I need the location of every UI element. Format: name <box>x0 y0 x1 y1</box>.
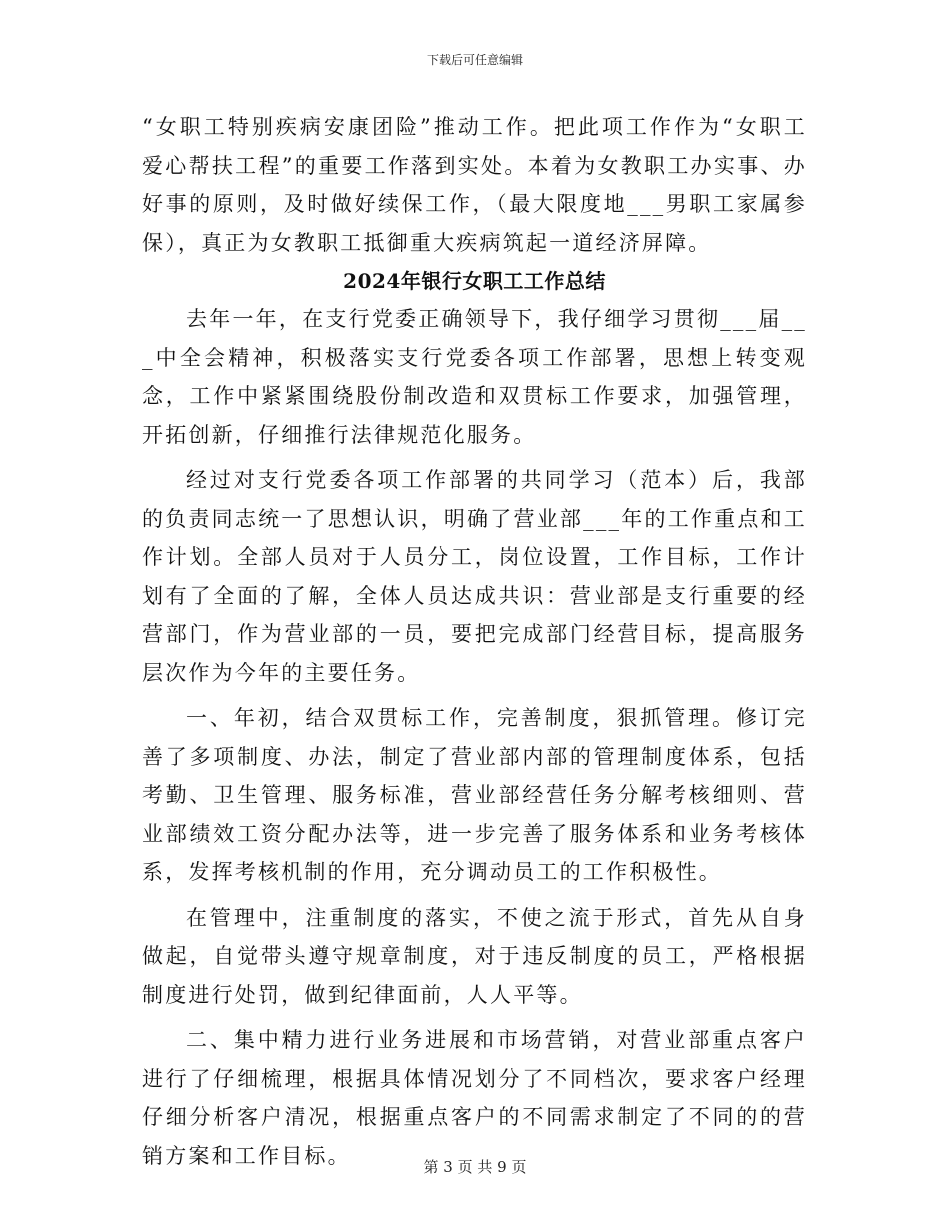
paragraph-1: 去年一年，在支行党委正确领导下，我仔细学习贯彻___届___中全会精神，积极落实支行党委各项工作部署，思想上转变观念，工作中紧紧围绕股份制改造和双贯标工作要求，加强管理，开拓创新，仔细推行法律规范化服务。 <box>142 307 807 447</box>
document-body <box>142 108 807 1175</box>
page-header-note: 下载后可任意编辑 <box>426 53 523 67</box>
paragraph-3: 一、年初，结合双贯标工作，完善制度，狠抓管理。修订完善了多项制度、办法，制定了营业部内部的管理制度体系，包括考勤、卫生管理、服务标准，营业部经营任务分解考核细则、营业部绩效工资分配办法等，进一步完善了服务体系和业务考核体系，发挥考核机制的作用，充分调动员工的工作积极性。 <box>142 706 807 884</box>
document-title: 2024年银行女职工工作总结 <box>343 269 606 293</box>
paragraph-2: 经过对支行党委各项工作部署的共同学习（范本）后，我部的负责同志统一了思想认识，明确了营业部___年的工作重点和工作计划。全部人员对于人员分工，岗位设置，工作目标，工作计划有了全面的了解，全体人员达成共识：营业部是支行重要的经营部门，作为营业部的一员，要把完成部门经营目标，提高服务层次作为今年的主要任务。 <box>142 468 807 685</box>
paragraph-5: 二、集中精力进行业务进展和市场营销，对营业部重点客户进行了仔细梳理，根据具体情况划分了不同档次，要求客户经理仔细分析客户清况，根据重点客户的不同需求制定了不同的的营销方案和工作目标。 <box>142 1028 807 1168</box>
paragraph-4: 在管理中，注重制度的落实，不使之流于形式，首先从自身做起，自觉带头遵守规章制度，对于违反制度的员工，严格根据制度进行处罚，做到纪律面前，人人平等。 <box>142 905 807 1007</box>
intro-paragraph: “女职工特别疾病安康团险”推动工作。把此项工作作为“女职工爱心帮扶工程”的重要工作落到实处。本着为女教职工办实事、办好事的原则，及时做好续保工作，（最大限度地___男职工家属参保），真正为女教职工抵御重大疾病筑起一道经济屏障。 <box>142 115 807 255</box>
page-number: 第 3 页 共 9 页 <box>423 1158 527 1176</box>
